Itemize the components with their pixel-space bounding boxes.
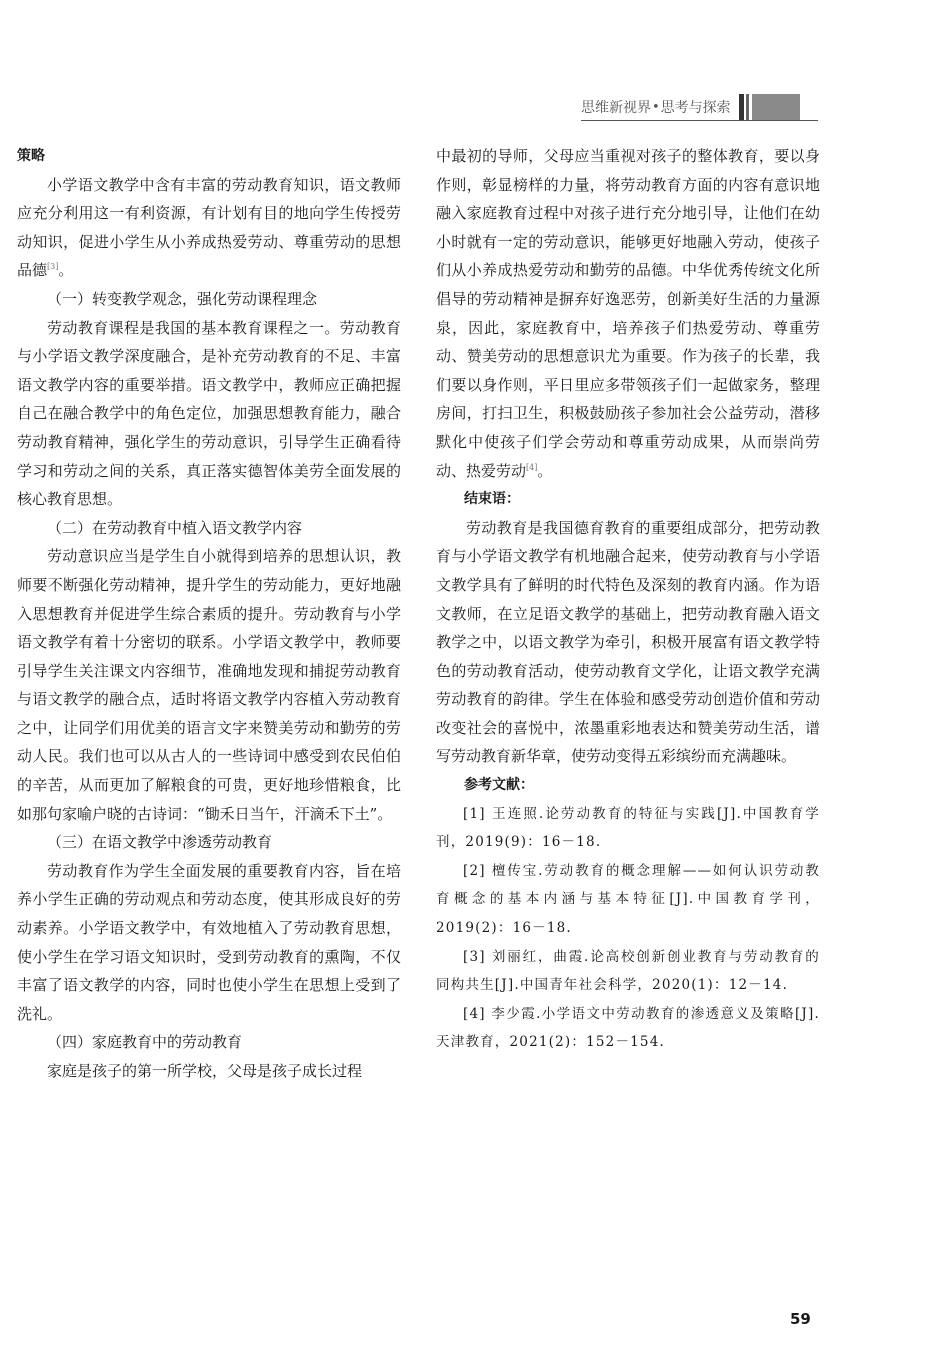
left-column: [17, 142, 401, 1086]
header-decoration-bars: [739, 94, 800, 120]
page-number: 59: [790, 1310, 811, 1328]
citation-mark: [3]: [47, 262, 59, 272]
reference-item: [2] 檀传宝.劳动教育的概念理解——如何认识劳动教育概念的基本内涵与基本特征[J].中国教育学刊，2019(2)：16－18.: [436, 862, 820, 937]
paragraph-2: 劳动意识应当是学生自小就得到培养的思想认识，教师要不断强化劳动精神，提升学生的劳动能力，更好地融入思想教育并促进学生综合素质的提升。劳动教育与小学语文教学有着十分密切的联系。小学语文教学中，教师要引导学生关注课文内容细节，准确地发现和捕捉劳动教育与语文教学的融合点，适时将语文教学内容植入劳动教育之中，让同学们用优美的语言文字来赞美劳动和勤劳的劳动人民。我们也可以从古人的一些诗词中感受到农民伯伯的辛苦，从而更加了解粮食的可贵，更好地珍惜粮食，比如那句家喻户晓的古诗词：“锄禾日当午，汗滴禾下土”。: [17, 547, 401, 823]
citation-mark: [4]: [526, 462, 538, 472]
reference-item: [3] 刘丽红，曲霞.论高校创新创业教育与劳动教育的同构共生[J].中国青年社会科学，2020(1)：12－14.: [436, 948, 820, 994]
running-header: [581, 94, 818, 121]
subheading-4: （四）家庭教育中的劳动教育: [47, 1033, 243, 1052]
subheading-1: （一）转变教学观念，强化劳动课程理念: [47, 289, 318, 308]
conclusion-paragraph: 劳动教育是我国德育教育的重要组成部分，把劳动教育与小学语文教学有机地融合起来，使劳动教育与小学语文教学具有了鲜明的时代特色及深刻的教育内涵。作为语文教师，在立足语文教学的基础上，把劳动教育融入语文教学之中，以语文教学为牵引，积极开展富有语文教学特色的劳动教育活动，使劳动教育文学化，让语文教学充满劳动教育的韵律。学生在体验和感受劳动创造价值和劳动改变社会的喜悦中，浓墨重彩地表达和赞美劳动生活，谱写劳动教育新华章，使劳动变得五彩缤纷而充满趣味。: [436, 518, 820, 766]
right-column: [436, 142, 820, 1057]
reference-item: [1] 王连照.论劳动教育的特征与实践[J].中国教育学刊，2019(9)：16－18.: [436, 805, 820, 851]
paragraph-intro: 小学语文教学中含有丰富的劳动教育知识，语文教师应充分利用这一有利资源，有计划有目的地向学生传授劳动知识，促进小学生从小养成热爱劳动、尊重劳动的思想品德[3]。: [17, 175, 401, 280]
journal-title: 思维新视界: [581, 100, 651, 116]
references-heading: 参考文献：: [464, 777, 534, 794]
section-name: 思考与探索: [660, 100, 731, 116]
paragraph-3: 劳动教育作为学生全面发展的重要教育内容，旨在培养小学生正确的劳动观点和劳动态度，使其形成良好的劳动素养。小学语文教学中，有效地植入了劳动教育思想，使小学生在学习语文知识时，受到劳动教育的熏陶，不仅丰富了语文教学的内容，同时也使小学生在思想上受到了洗礼。: [17, 861, 401, 1023]
section-heading: 策略: [17, 148, 45, 164]
subheading-2: （二）在劳动教育中植入语文教学内容: [47, 518, 303, 537]
subheading-3: （三）在语文教学中渗透劳动教育: [47, 833, 273, 852]
header-bullet-icon: •: [652, 99, 660, 115]
paragraph-continued: 中最初的导师，父母应当重视对孩子的整体教育，要以身作则，彰显榜样的力量，将劳动教育方面的内容有意识地融入家庭教育过程中对孩子进行充分地引导，让他们在幼小时就有一定的劳动意识，能够更好地融入劳动，使孩子们从小养成热爱劳动和勤劳的品德。中华优秀传统文化所倡导的劳动精神是摒弃好逸恶劳，创新美好生活的力量源泉，因此，家庭教育中，培养孩子们热爱劳动、尊重劳动、赞美劳动的思想意识尤为重要。作为孩子的长辈，我们要以身作则，平日里应多带领孩子们一起做家务，整理房间，打扫卫生，积极鼓励孩子参加社会公益劳动，潜移默化中使孩子们学会劳动和尊重劳动成果，从而崇尚劳动、热爱劳动[4]。: [436, 147, 820, 480]
conclusion-heading: 结束语：: [464, 491, 520, 508]
paragraph-1: 劳动教育课程是我国的基本教育课程之一。劳动教育与小学语文教学深度融合，是补充劳动教育的不足、丰富语文教学内容的重要举措。语文教学中，教师应正确把握自己在融合教学中的角色定位，加强思想教育能力，融合劳动教育精神，强化学生的劳动意识，引导学生正确看待学习和劳动之间的关系，真正落实德智体美劳全面发展的核心教育思想。: [17, 318, 401, 509]
reference-item: [4] 李少霞.小学语文中劳动教育的渗透意义及策略[J].天津教育，2021(2)：152－154.: [436, 1005, 820, 1051]
paragraph-4: 家庭是孩子的第一所学校，父母是孩子成长过程: [47, 1062, 363, 1080]
